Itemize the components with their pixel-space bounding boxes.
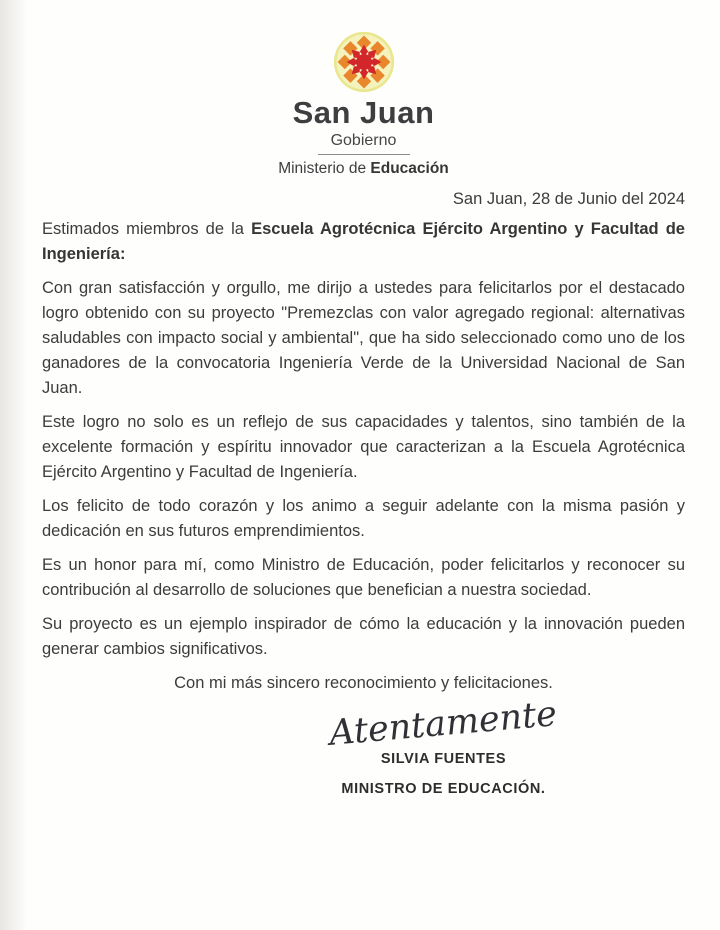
ministry-name: Educación: [370, 160, 449, 178]
paragraph-1: Con gran satisfacción y orgullo, me dirijo a ustedes para felicitarlos por el destacado logro obtenido con su proyecto "Premezclas con valor agregado regional: alternativas saludables con impacto social y ambiental", que ha sido seleccionado como uno de los ganadores de la convocatoria Ingeniería Verde de la Universidad Nacional de San Juan.: [42, 278, 685, 397]
signer-title: MINISTRO DE EDUCACIÓN.: [341, 781, 546, 798]
closing-line: Con mi más sincero reconocimiento y felicitaciones.: [174, 673, 553, 692]
government-label: Gobierno: [330, 131, 397, 149]
san-juan-sun-logo-icon: [332, 30, 396, 94]
signer-name: SILVIA FUENTES: [380, 751, 507, 768]
paragraph-5: Su proyecto es un ejemplo inspirador de cómo la educación y la innovación pueden generar cambios significativos.: [42, 614, 685, 658]
paragraph-2: Este logro no solo es un reflejo de sus capacidades y talentos, sino también de la excelente formación y espíritu innovador que caracterizan a la Escuela Agrotécnica Ejército Argentino y Facultad de Ingeniería.: [42, 412, 685, 481]
letterhead: [42, 30, 685, 179]
paragraph-3: Los felicito de todo corazón y los animo a seguir adelante con la misma pasión y dedicación en sus futuros emprendimientos.: [42, 496, 685, 540]
greeting-paragraph: [42, 217, 685, 267]
government-name: San Juan: [292, 95, 435, 130]
signature-script: Atentamente: [328, 693, 559, 754]
greeting-recipient: Escuela Agrotécnica Ejército Argentino y Facultad de Ingeniería: [42, 219, 685, 263]
ministry-prefix: Ministerio de: [278, 160, 371, 178]
greeting-colon: :: [119, 244, 126, 263]
ministry-line: [42, 160, 685, 179]
page-left-edge-shadow: [0, 0, 28, 930]
paragraph-4: Es un honor para mí, como Ministro de Educación, poder felicitarlos y reconocer su contribución al desarrollo de soluciones que benefician a nuestra sociedad.: [42, 555, 685, 599]
date-line: San Juan, 28 de Junio del 2024: [452, 189, 685, 208]
signature-block: [328, 693, 559, 798]
greeting-prefix: Estimados miembros de la: [42, 219, 252, 238]
letterhead-divider: [318, 154, 410, 156]
